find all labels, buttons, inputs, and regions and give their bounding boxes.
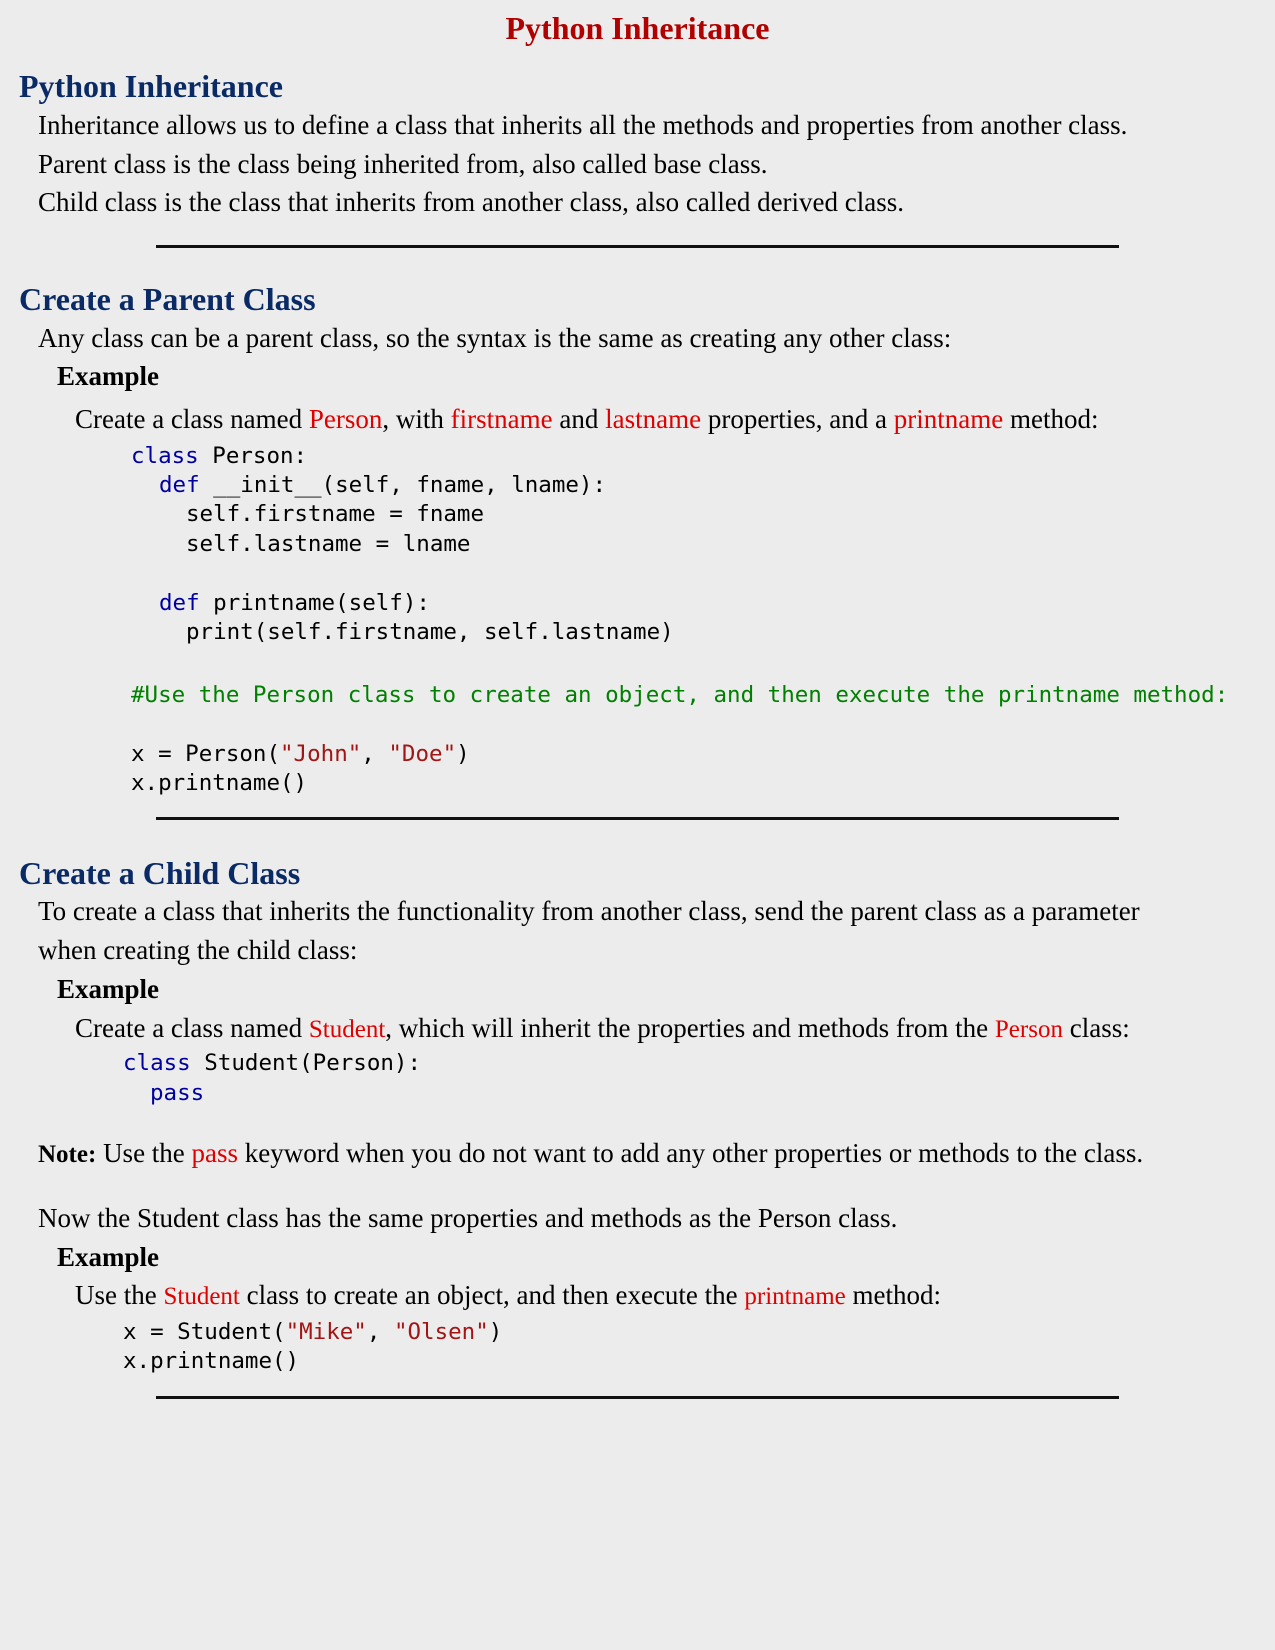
example-description: Create a class named Person, with firstname and lastname properties, and a printname method:: [75, 404, 1099, 434]
divider: [156, 1396, 1119, 1399]
child-text: To create a class that inherits the functionality from another class, send the parent class as a parameter: [38, 896, 1140, 926]
intro-line: Child class is the class that inherits from another class, also called derived class.: [38, 187, 905, 217]
example-description: Use the Student class to create an object, and then execute the printname method:: [75, 1280, 942, 1310]
intro-line: Inheritance allows us to define a class that inherits all the methods and properties from another class.: [38, 110, 1128, 140]
section-heading-parent: Create a Parent Class: [19, 281, 316, 317]
parent-text: Any class can be a parent class, so the syntax is the same as creating any other class:: [38, 323, 952, 353]
child-text: when creating the child class:: [38, 935, 358, 965]
section-heading-intro: Python Inheritance: [19, 68, 283, 104]
divider: [156, 245, 1119, 248]
example-label: Example: [57, 361, 160, 391]
intro-line: Parent class is the class being inherited from, also called base class.: [38, 149, 768, 179]
section-heading-child: Create a Child Class: [19, 855, 301, 891]
now-text: Now the Student class has the same properties and methods as the Person class.: [38, 1203, 898, 1233]
example-label: Example: [57, 1242, 160, 1272]
example-label: Example: [57, 974, 160, 1004]
note: Note: Use the pass keyword when you do not want to add any other properties or methods to the class.: [38, 1138, 1144, 1168]
divider: [156, 817, 1119, 820]
example-description: Create a class named Student, which will inherit the properties and methods from the Person class:: [75, 1013, 1130, 1043]
page-title: Python Inheritance: [505, 10, 770, 46]
